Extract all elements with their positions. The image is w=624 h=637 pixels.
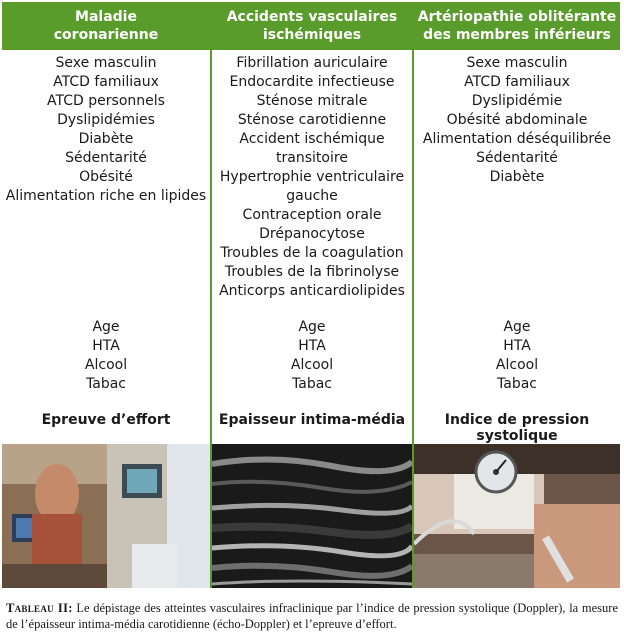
common-factor: Tabac	[292, 376, 332, 392]
common-factor-list	[414, 318, 620, 394]
risk-factor: ATCD familiaux	[464, 74, 570, 90]
risk-factor: ATCD familiaux	[53, 74, 159, 90]
risk-factor: Anticorps anticardiolipides	[219, 283, 405, 299]
common-factor: Alcool	[495, 357, 539, 373]
common-factor-list	[212, 318, 412, 394]
risk-factor: Hypertrophie ventriculaire	[219, 169, 405, 185]
doppler-pressure-photo	[414, 444, 620, 588]
header-line: des membres inférieurs	[423, 27, 611, 43]
common-factor: Tabac	[86, 376, 126, 392]
common-factor: Age	[92, 319, 120, 335]
risk-factor-list	[212, 54, 412, 301]
exam-label: Epaisseur intima-média	[218, 412, 406, 428]
risk-factor: Sténose mitrale	[256, 93, 368, 109]
column-header	[414, 2, 620, 50]
caption-text: Le dépistage des atteintes vasculaires infraclinique par l’indice de pression systolique (Doppler), la mesure de l’épaisseur intima-média carotidienne (écho-Doppler) et l’epreuve d’effort.	[6, 601, 618, 631]
header-line: Maladie	[75, 9, 137, 25]
risk-factor: Obésité	[79, 169, 133, 185]
column-stroke	[212, 2, 412, 588]
common-factor: HTA	[298, 338, 326, 354]
risk-factor: Dyslipidémies	[57, 112, 155, 128]
risk-factor: Accident ischémique	[239, 131, 385, 147]
risk-factor: Endocardite infectieuse	[229, 74, 395, 90]
common-factor: HTA	[503, 338, 531, 354]
risk-factor: Diabète	[489, 169, 545, 185]
risk-factor-table	[2, 2, 620, 588]
common-factor: Tabac	[497, 376, 537, 392]
column-coronary	[2, 2, 210, 588]
header-line: coronarienne	[53, 27, 159, 43]
exam-label: Epreuve d’effort	[41, 412, 171, 428]
common-factor: Alcool	[84, 357, 128, 373]
risk-factor: transitoire	[276, 150, 348, 166]
risk-factor: Diabète	[78, 131, 134, 147]
column-peripheral-artery	[414, 2, 620, 588]
risk-factor: Alimentation déséquilibrée	[422, 131, 612, 147]
common-factor: Age	[298, 319, 326, 335]
common-factor: Age	[503, 319, 531, 335]
risk-factor: Obésité abdominale	[446, 112, 588, 128]
risk-factor-list	[414, 54, 620, 187]
header-line: Accidents vasculaires	[226, 9, 398, 25]
column-header	[212, 2, 412, 50]
common-factor-list	[2, 318, 210, 394]
risk-factor: ATCD personnels	[47, 93, 165, 109]
exam-label: Indice de pression systolique	[444, 412, 590, 444]
risk-factor: Sédentarité	[476, 150, 558, 166]
risk-factor: gauche	[286, 188, 338, 204]
common-factor: HTA	[92, 338, 120, 354]
risk-factor: Troubles de la coagulation	[220, 245, 404, 261]
ultrasound-image	[212, 444, 412, 588]
risk-factor: Alimentation riche en lipides	[5, 188, 207, 204]
risk-factor: Contraception orale	[242, 207, 382, 223]
common-factor: Alcool	[290, 357, 334, 373]
risk-factor: Troubles de la fibrinolyse	[224, 264, 400, 280]
risk-factor: Sexe masculin	[55, 55, 157, 71]
stress-test-photo	[2, 444, 210, 588]
risk-factor: Drépanocytose	[259, 226, 365, 242]
caption-label: Tableau II:	[6, 601, 73, 615]
risk-factor-list	[2, 54, 210, 206]
risk-factor: Sténose carotidienne	[237, 112, 387, 128]
column-divider	[210, 2, 212, 588]
column-header	[2, 2, 210, 50]
column-divider	[412, 2, 414, 588]
table-caption	[6, 600, 618, 632]
risk-factor: Dyslipidémie	[471, 93, 563, 109]
header-line: Artériopathie oblitérante	[417, 9, 617, 25]
risk-factor: Sexe masculin	[466, 55, 568, 71]
header-line: ischémiques	[262, 27, 362, 43]
risk-factor: Sédentarité	[65, 150, 147, 166]
risk-factor: Fibrillation auriculaire	[236, 55, 388, 71]
